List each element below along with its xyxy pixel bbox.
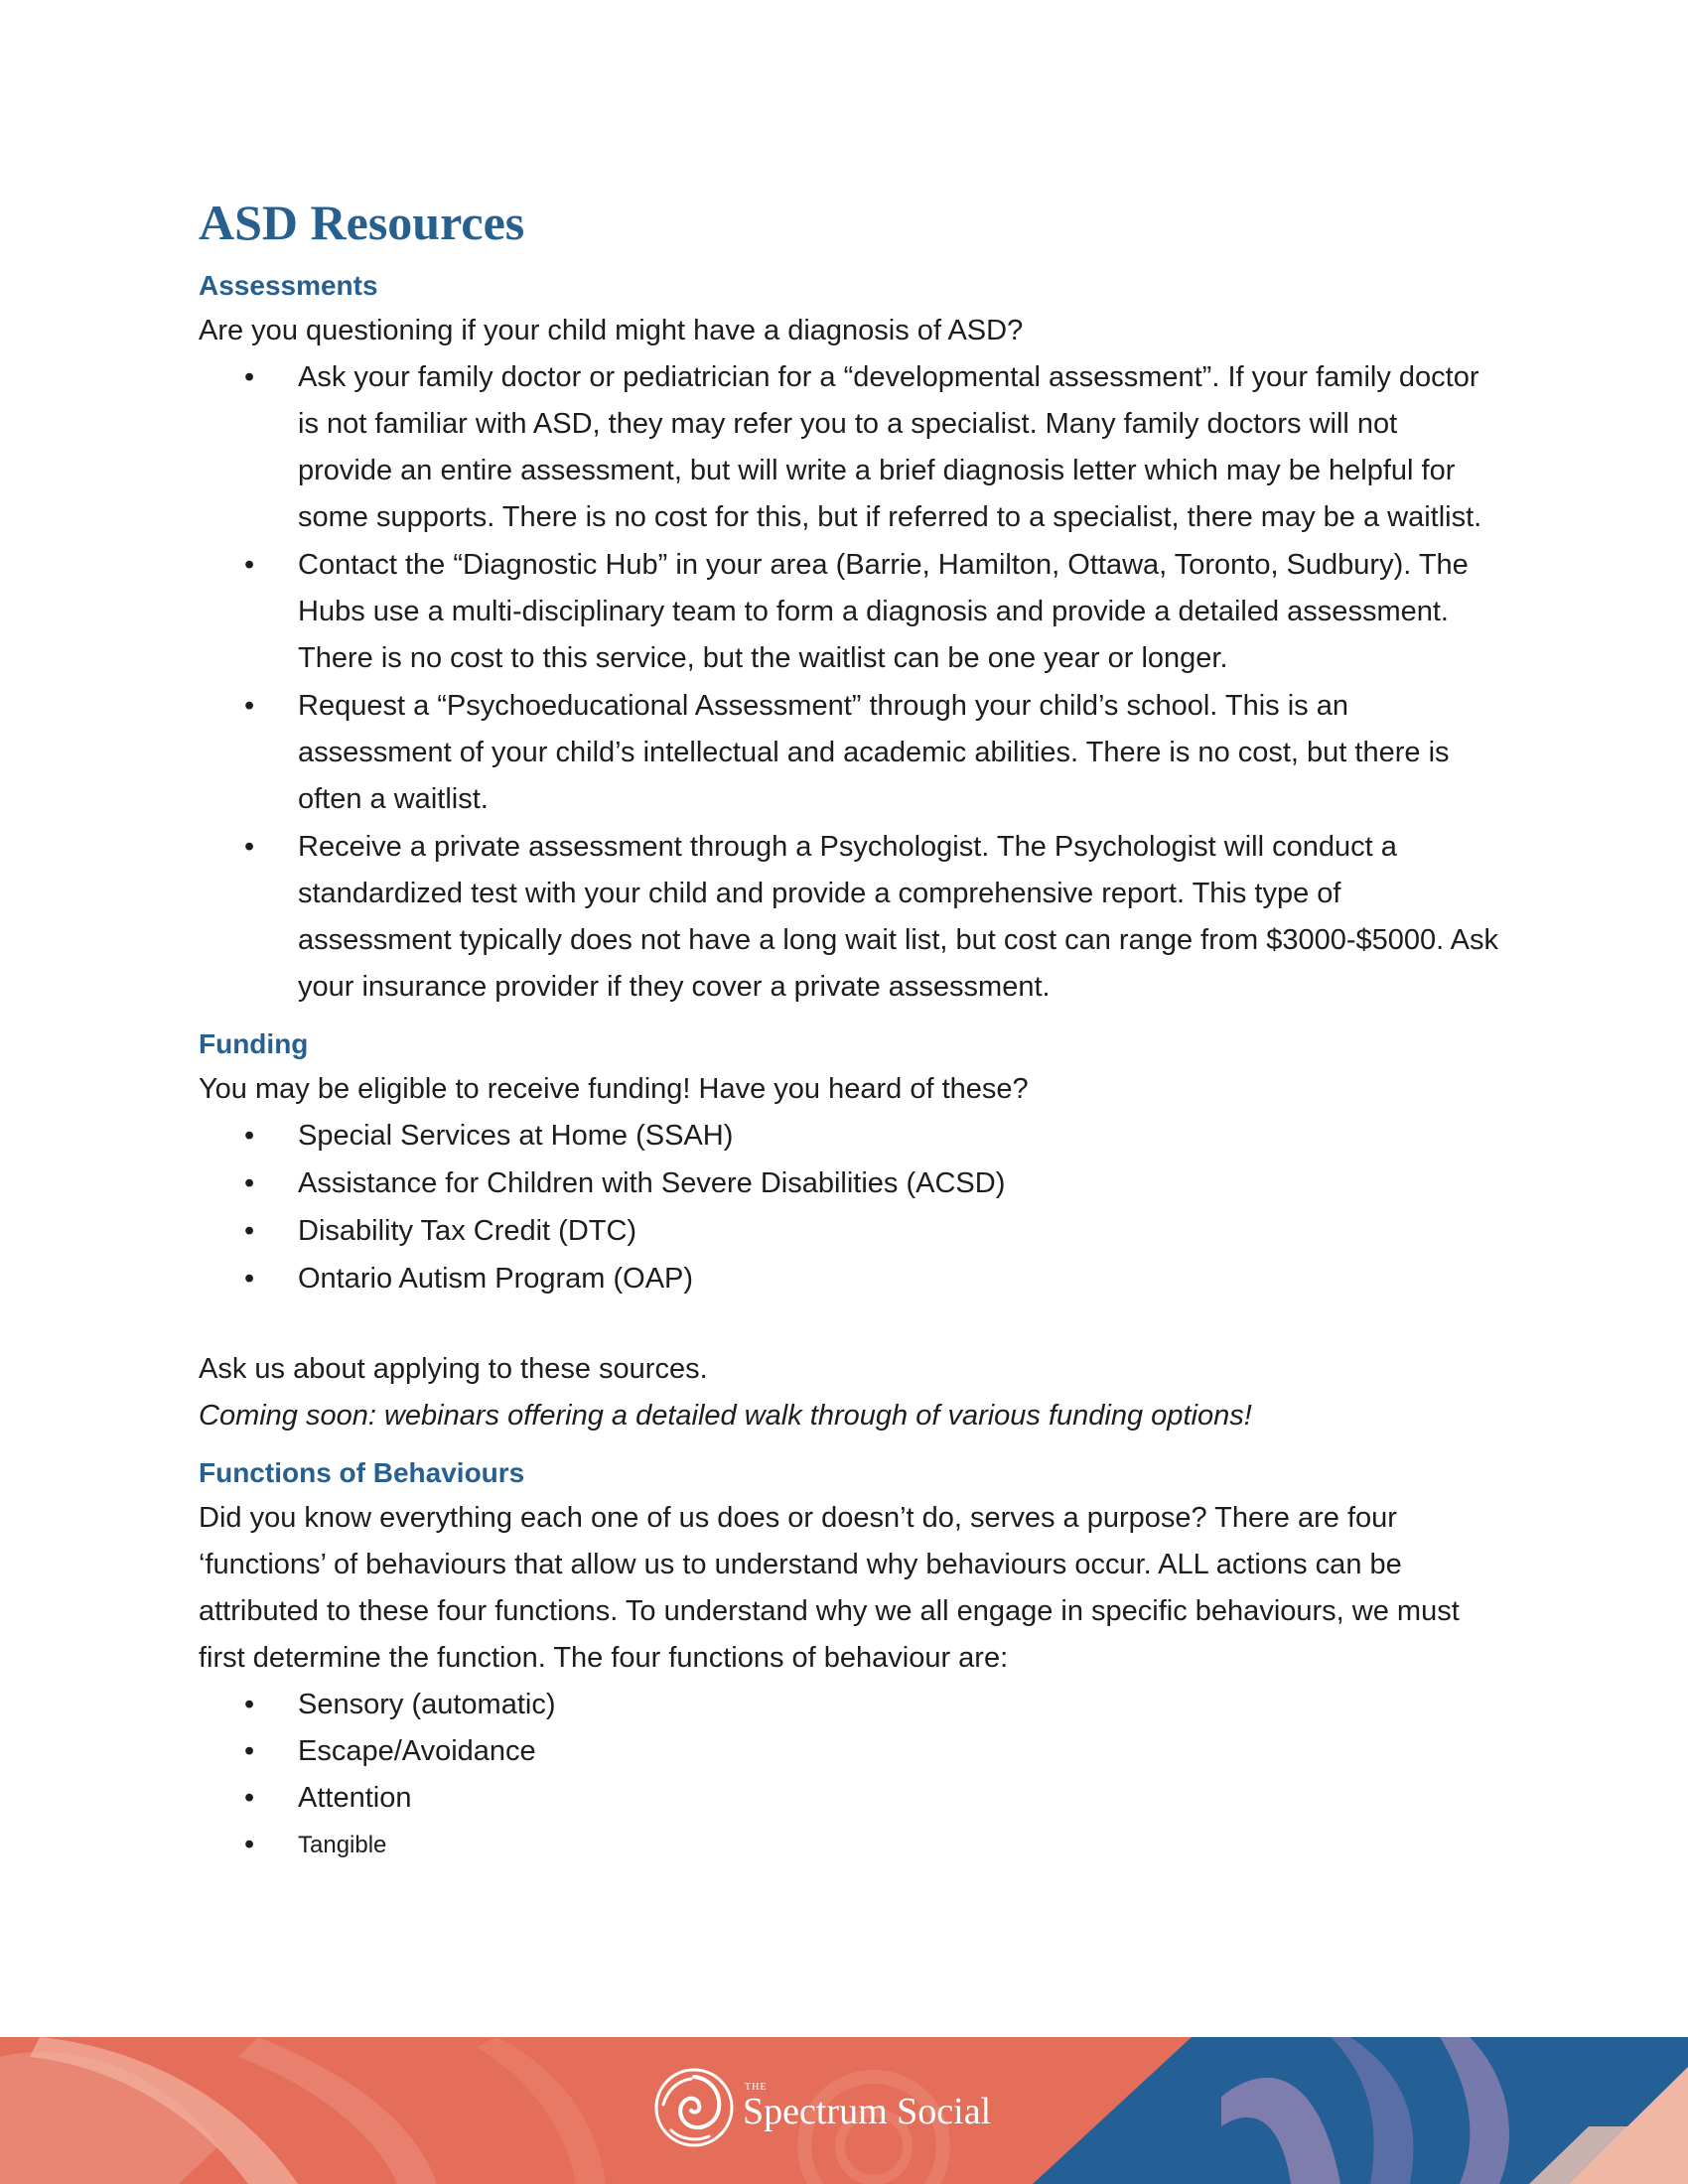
- spiral-logo-icon: [651, 2065, 737, 2150]
- list-item: • Special Services at Home (SSAH): [199, 1113, 1499, 1160]
- brand-wordmark: [743, 2082, 991, 2133]
- funding-heading: Funding: [199, 1027, 309, 1059]
- funding-list: [199, 1113, 1499, 1302]
- funding-intro: You may be eligible to receive funding! Have you heard of these?: [199, 1072, 1029, 1105]
- brand-small-text: THE: [745, 2082, 768, 2093]
- page-title: ASD Resources: [199, 195, 525, 250]
- list-item: • Receive a private assessment through a Psychologist. The Psychologist will conduct a standardized test with your child and provide a comprehensive report. This type of assessment typically does not have a long wait list, but cost can range from $3000-$5000. Ask your insurance provider if they cover a private assessment.: [199, 824, 1499, 1011]
- list-item: • Tangible: [199, 1822, 1499, 1868]
- functions-intro: Did you know everything each one of us does or doesn’t do, serves a purpose? There are four ‘functions’ of behaviours that allow us to understand why behaviours occur. ALL actions can be attributed to these four functions. To understand why we all engage in specific behaviours, we must first determine the function. The four functions of behaviour are:: [199, 1501, 1460, 1674]
- list-item: • Assistance for Children with Severe Disabilities (ACSD): [199, 1160, 1499, 1207]
- list-item: • Attention: [199, 1775, 1499, 1822]
- list-item: • Ontario Autism Program (OAP): [199, 1256, 1499, 1302]
- assessments-heading: Assessments: [199, 269, 378, 301]
- brand-logo: [651, 2065, 991, 2150]
- list-item: • Ask your family doctor or pediatrician for a “developmental assessment”. If your family doctor is not familiar with ASD, they may refer you to a specialist. Many family doctors will not provide an entire assessment, but will write a brief diagnosis letter which may be helpful for some supports. There is no cost for this, but if referred to a specialist, there may be a waitlist.: [199, 354, 1499, 541]
- functions-list: [199, 1682, 1499, 1868]
- list-item: • Escape/Avoidance: [199, 1728, 1499, 1775]
- brand-name: Spectrum Social: [743, 2091, 992, 2132]
- assessments-intro: Are you questioning if your child might have a diagnosis of ASD?: [199, 314, 1024, 346]
- list-item: • Sensory (automatic): [199, 1682, 1499, 1728]
- funding-coming-soon: [199, 1393, 1499, 1439]
- funding-ask: Ask us about applying to these sources.: [199, 1352, 708, 1385]
- coming-soon-text: Coming soon: webinars offering a detailed walk through of various funding options!: [199, 1399, 1252, 1432]
- assessments-list: [199, 354, 1499, 1011]
- list-item: • Disability Tax Credit (DTC): [199, 1208, 1499, 1255]
- document-page: [199, 195, 1499, 1868]
- list-item: • Contact the “Diagnostic Hub” in your area (Barrie, Hamilton, Ottawa, Toronto, Sudbury). The Hubs use a multi-disciplinary team to form a diagnosis and provide a detailed assessment. There is no cost to this service, but the waitlist can be one year or longer.: [199, 542, 1499, 682]
- functions-heading: Functions of Behaviours: [199, 1456, 525, 1488]
- list-item: • Request a “Psychoeducational Assessment” through your child’s school. This is an assessment of your child’s intellectual and academic abilities. There is no cost, but there is often a waitlist.: [199, 683, 1499, 823]
